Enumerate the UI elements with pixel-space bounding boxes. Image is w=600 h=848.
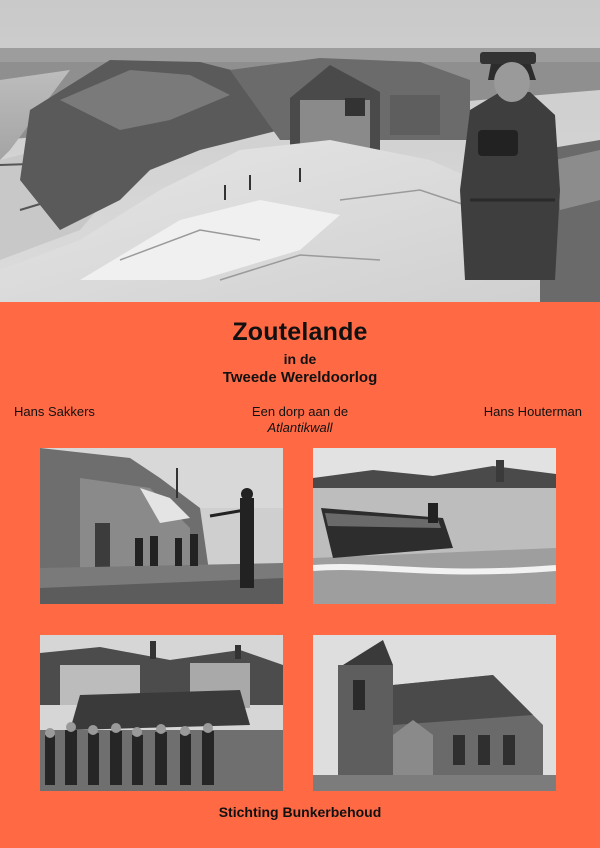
cover-tagline xyxy=(200,404,400,436)
publisher: Stichting Bunkerbehoud xyxy=(218,804,382,820)
cover-subtitle-line1: in de xyxy=(283,351,317,367)
tagline-line1: Een dorp aan de xyxy=(251,404,349,419)
author-right: Hans Houterman xyxy=(483,404,582,419)
author-left: Hans Sakkers xyxy=(14,404,95,419)
photo-village-crowd xyxy=(40,635,283,791)
cover-title: Zoutelande xyxy=(232,318,368,346)
photo-bunker-soldiers xyxy=(40,448,283,604)
photo-church xyxy=(313,635,556,791)
photo-boat-flood xyxy=(313,448,556,604)
cover-photo-dunes-soldier xyxy=(0,0,600,302)
tagline-line2: Atlantikwall xyxy=(267,420,333,435)
cover-subtitle-line2: Tweede Wereldoorlog xyxy=(222,369,378,386)
